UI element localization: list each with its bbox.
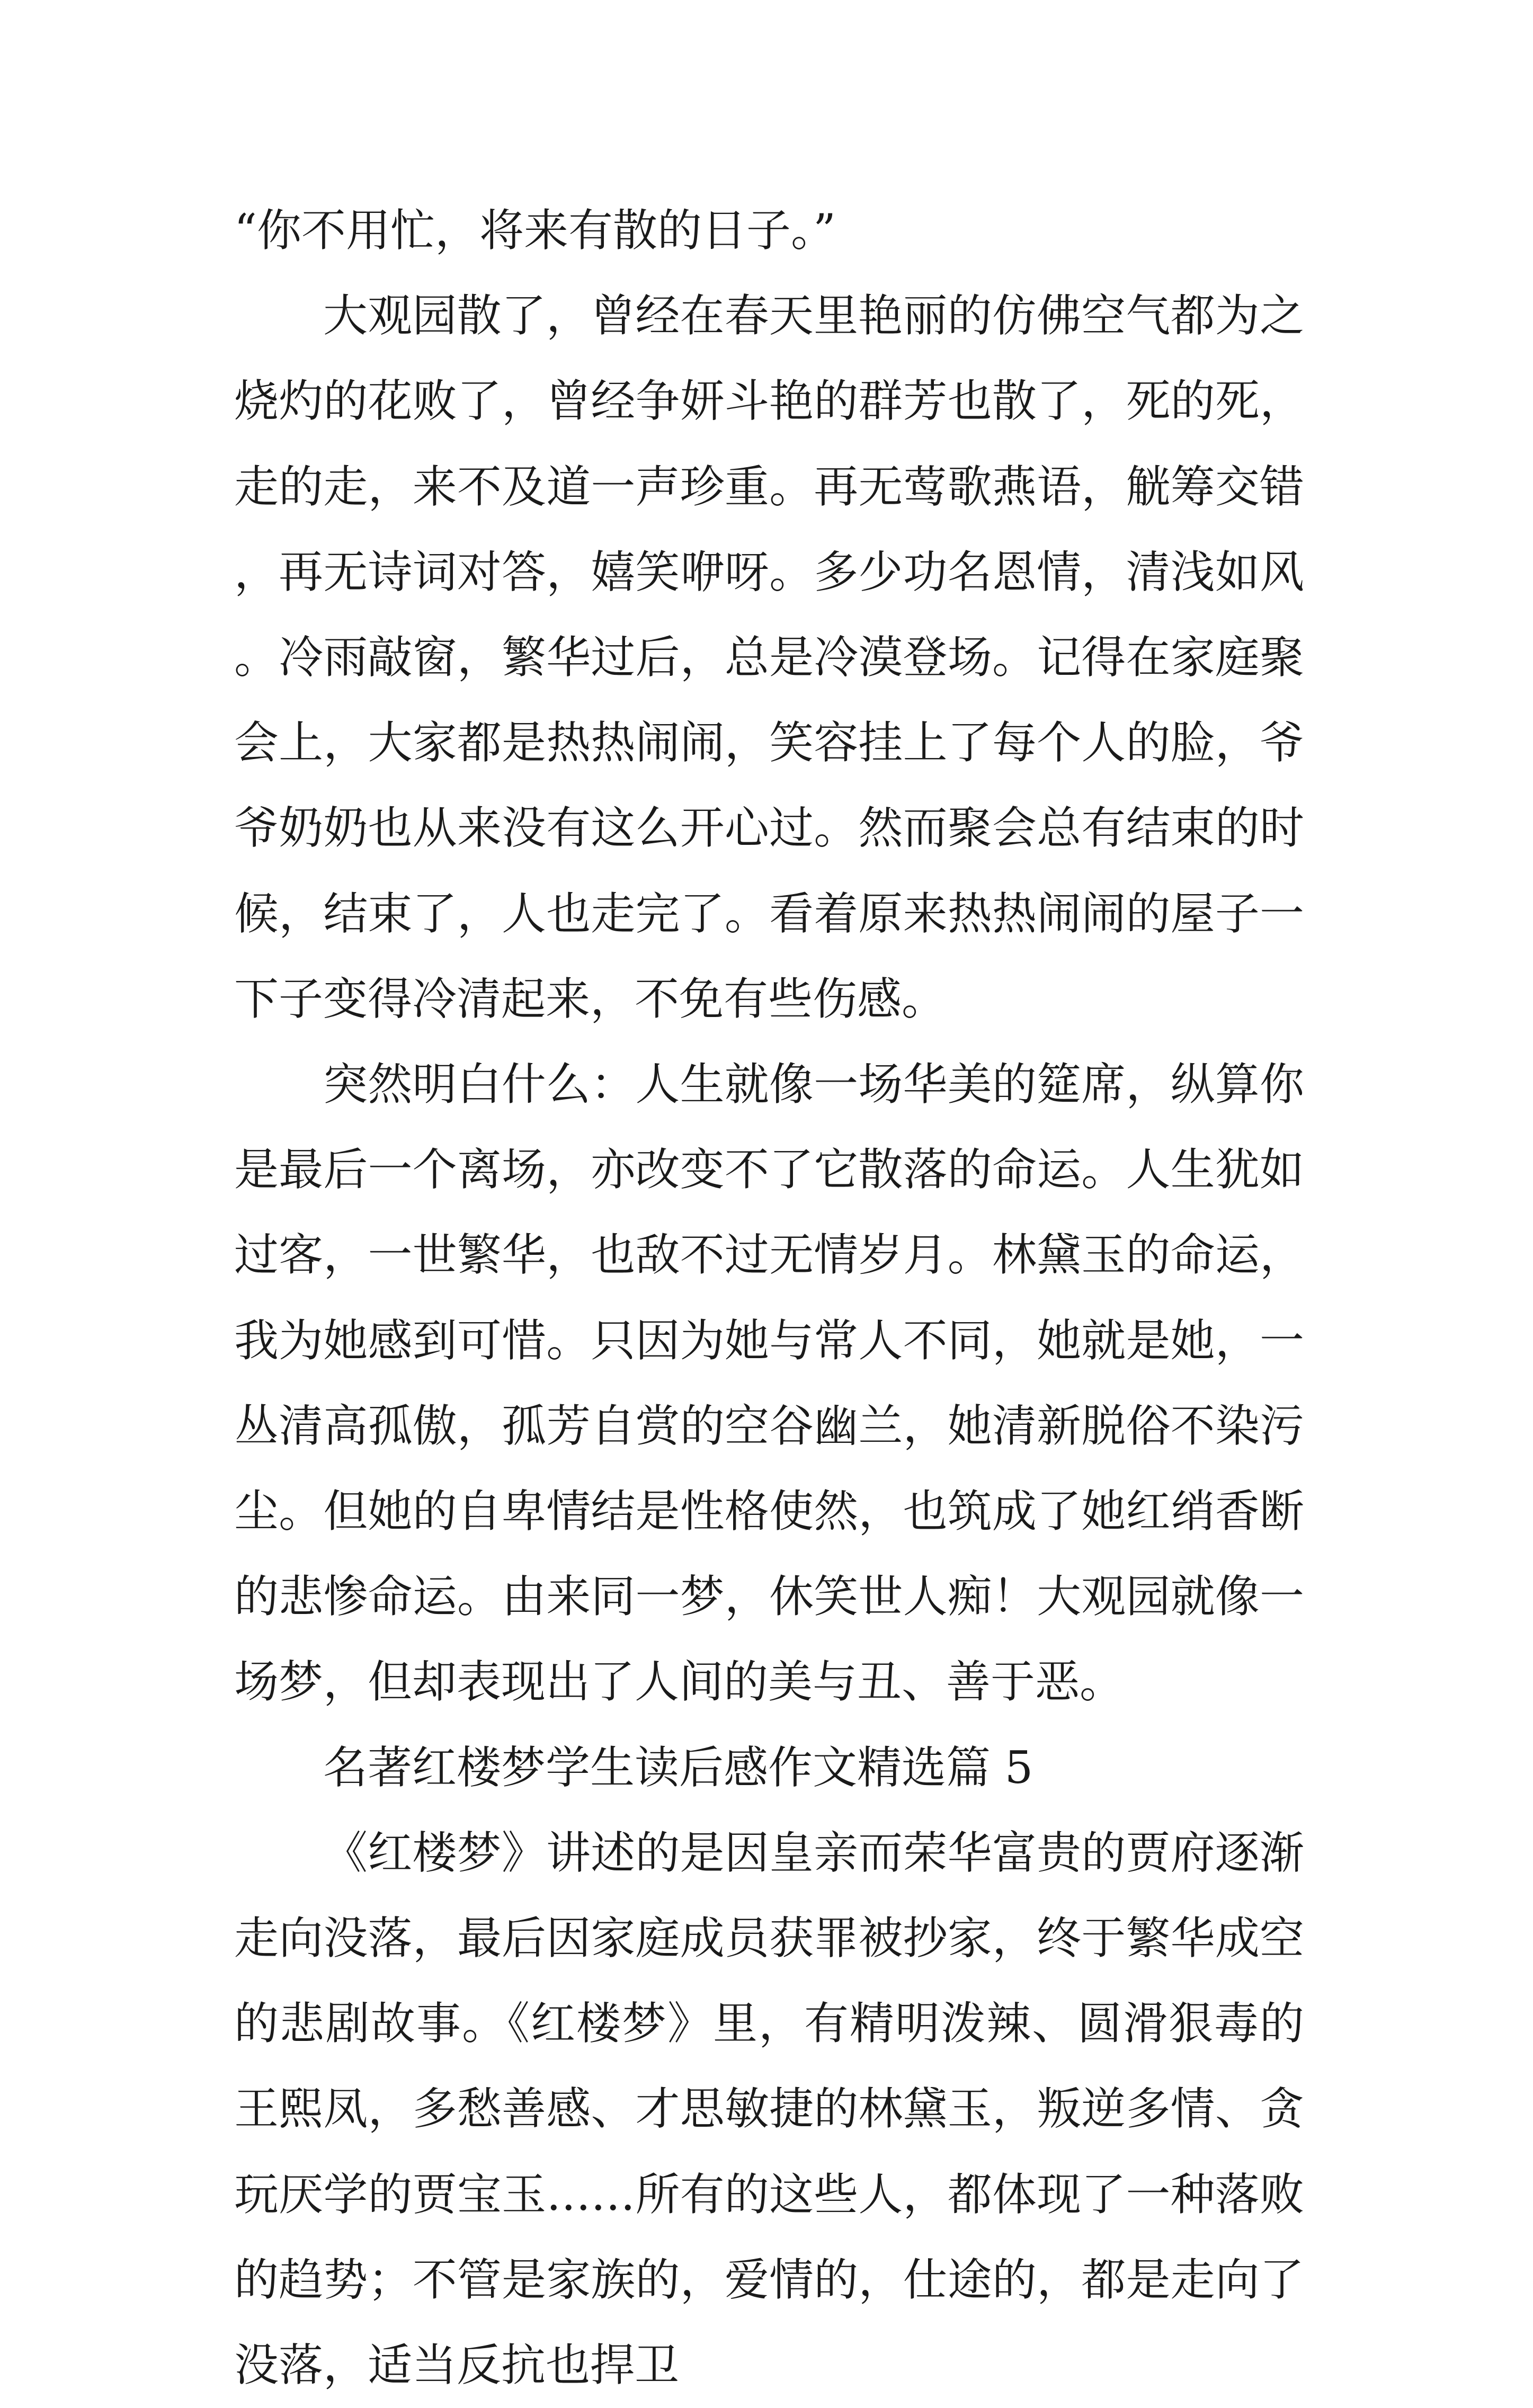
section-heading: 名著红楼梦学生读后感作文精选篇 5 <box>323 1741 1033 1794</box>
paragraph-quote: “你不用忙，将来有散的日子。” <box>234 204 836 256</box>
paragraph-realization: 突然明白什么：人生就像一场华美的筵席，纵算你是最后一个离场，亦改变不了它散落的命运。人生犹如过客，一世繁华，也敌不过无情岁月。林黛玉的命运，我为她感到可惜。只因为她与常人不同，她就是她，一丛清高孤傲，孤芳自赏的空谷幽兰，她清新脱俗不染污尘。但她的自卑情结是性格使然，也筑成了她红绡香断的悲惨命运。由来同一梦，休笑世人痴！大观园就像一场梦，但却表现出了人间的美与丑、善于恶。 <box>234 1058 1304 1708</box>
document-body <box>234 188 1304 2408</box>
paragraph-summary: 《红楼梦》讲述的是因皇亲而荣华富贵的贾府逐渐走向没落，最后因家庭成员获罪被抄家，终于繁华成空的悲剧故事。《红楼梦》里，有精明泼辣、圆滑狠毒的王熙凤，多愁善感、才思敏捷的林黛玉，叛逆多情、贪玩厌学的贾宝玉……所有的这些人，都体现了一种落败的趋势；不管是家族的，爱情的，仕途的，都是走向了没落，适当反抗也捍卫 <box>234 1826 1304 2392</box>
paragraph-daguanyuan: 大观园散了，曾经在春天里艳丽的仿佛空气都为之烧灼的花败了，曾经争妍斗艳的群芳也散了，死的死，走的走，来不及道一声珍重。再无莺歌燕语，觥筹交错，再无诗词对答，嬉笑咿呀。多少功名恩情，清浅如风。冷雨敲窗，繁华过后，总是冷漠登场。记得在家庭聚会上，大家都是热热闹闹，笑容挂上了每个人的脸，爷爷奶奶也从来没有这么开心过。然而聚会总有结束的时候，结束了，人也走完了。看着原来热热闹闹的屋子一下子变得冷清起来，不免有些伤感。 <box>234 290 1304 1025</box>
